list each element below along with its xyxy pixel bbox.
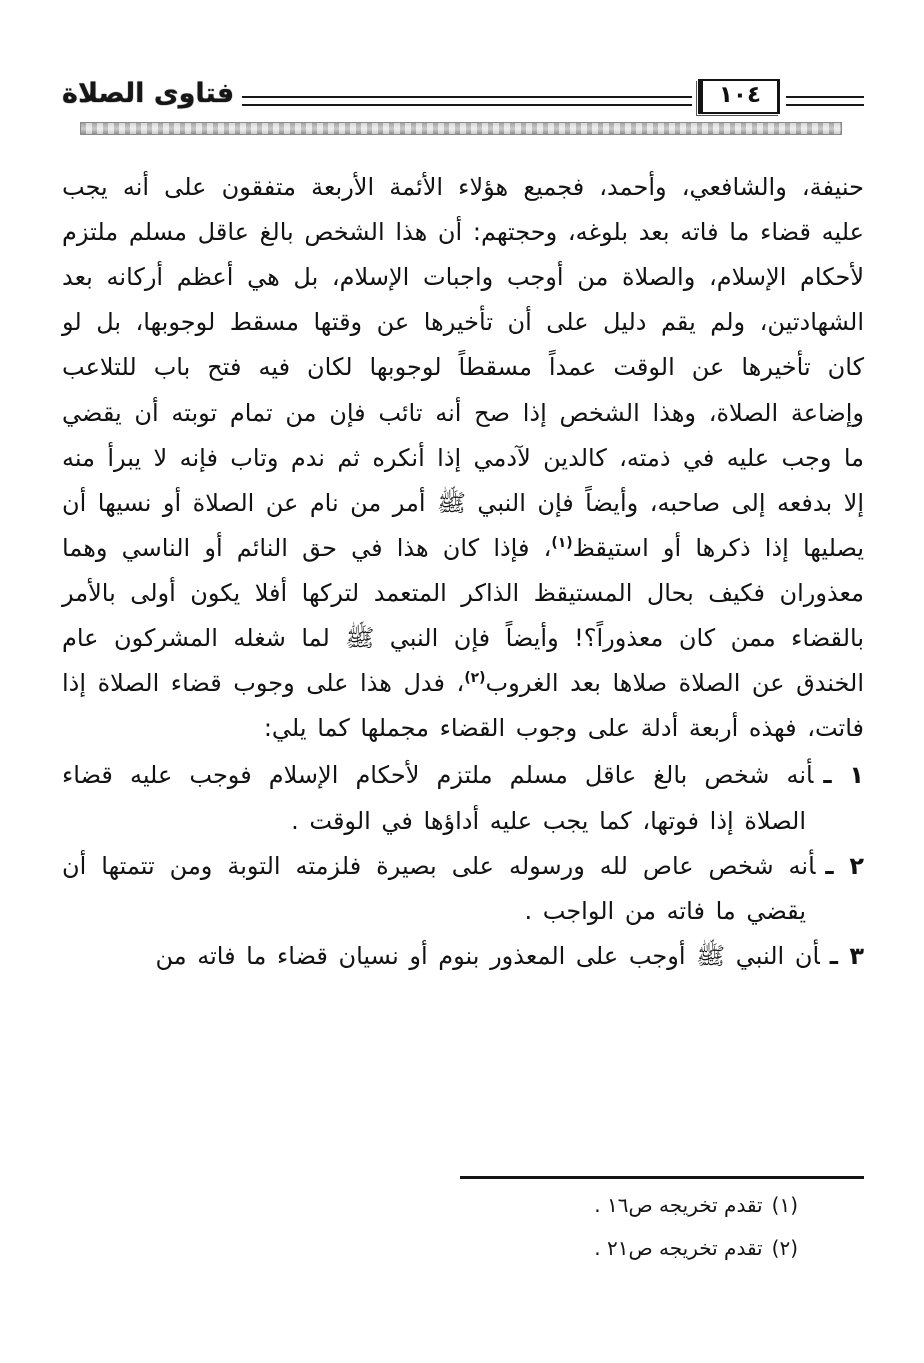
paragraph-text-2: ، فإذا كان هذا في حق النائم أو الناسي وهما معذوران فكيف بحال المستيقظ الذاكر المتعمد لتركها أفلا يكون أولى بالأمر بالقضاء ممن كان معذوراً؟! وأيضاً فإن النبي ﷺ لما شغله المشركون عام الخندق عن الصلاة صلاها بعد الغروب xyxy=(62,533,864,698)
header-ornament-bar xyxy=(80,122,842,135)
list-item-3 xyxy=(62,934,864,979)
list-item-number: ٢ ـ xyxy=(825,851,864,880)
footnote-marker-1: (١) xyxy=(551,534,573,551)
header-row xyxy=(62,78,864,115)
footnote-marker-2: (٢) xyxy=(464,670,486,687)
main-paragraph xyxy=(62,165,864,751)
list-item-number: ١ ـ xyxy=(823,761,864,790)
book-title: فتاوى الصلاة xyxy=(62,78,235,109)
footnote-text: تقدم تخريجه ص١٦ . xyxy=(594,1193,763,1217)
footnote-1 xyxy=(62,1188,864,1222)
footnotes-section xyxy=(62,1176,864,1265)
page-number: ١٠٤ xyxy=(718,81,761,108)
paragraph-text-3: ، فدل هذا على وجوب قضاء الصلاة إذا فاتت، فهذه أربعة أدلة على وجوب القضاء مجملها كما يلي: xyxy=(62,669,864,743)
page-body xyxy=(62,165,864,979)
paragraph-text-1: حنيفة، والشافعي، وأحمد، فجميع هؤلاء الأئمة الأربعة متفقون على أنه يجب عليه قضاء ما فاته بعد بلوغه، وحجتهم: أن هذا الشخص بالغ عاقل مسلم ملتزم لأحكام الإسلام، والصلاة من أوجب واجبات الإسلام، بل هي أعظم أركانه بعد الشهادتين، ولم يقم دليل على أن تأخيرها عن وقتها مسقط لوجوبها، بل لو كان تأخيرها عن الوقت عمداً مسقطاً لوجوبها لكان فيه فتح باب للتلاعب وإضاعة الصلاة، وهذا الشخص إذا صح أنه تائب فإن من تمام توبته أن يقضي ما وجب عليه في ذمته، كالدين لآدمي إذا أنكره ثم ندم وتاب فإنه لا يبرأ منه إلا بدفعه إلى صاحبه، وأيضاً فإن النبي ﷺ أمر من نام عن الصلاة أو نسيها أن يصليها إذا ذكرها أو استيقظ xyxy=(62,173,865,562)
footnote-number: (١) xyxy=(771,1193,798,1217)
footnote-2 xyxy=(62,1231,864,1265)
list-item-number: ٣ ـ xyxy=(829,941,864,970)
page-header xyxy=(62,78,864,135)
header-rule-stub xyxy=(786,96,864,106)
numbered-list xyxy=(62,753,864,979)
list-item-1 xyxy=(62,753,864,843)
list-item-2 xyxy=(62,844,864,934)
list-item-text: أنه شخص عاص لله ورسوله على بصيرة فلزمته التوبة ومن تتمتها أن يقضي ما فاته من الواجب . xyxy=(62,851,816,925)
list-item-text: أن النبي ﷺ أوجب على المعذور بنوم أو نسيان قضاء ما فاته من xyxy=(155,941,820,970)
page-number-box xyxy=(698,79,780,115)
list-item-text: أنه شخص بالغ عاقل مسلم ملتزم لأحكام الإسلام فوجب عليه قضاء الصلاة إذا فوتها، كما يجب عليه أداؤها في الوقت . xyxy=(62,761,814,835)
footnote-number: (٢) xyxy=(771,1236,798,1260)
footnote-text: تقدم تخريجه ص٢١ . xyxy=(594,1236,763,1260)
footnote-separator xyxy=(460,1176,864,1179)
header-double-rule xyxy=(242,96,692,106)
